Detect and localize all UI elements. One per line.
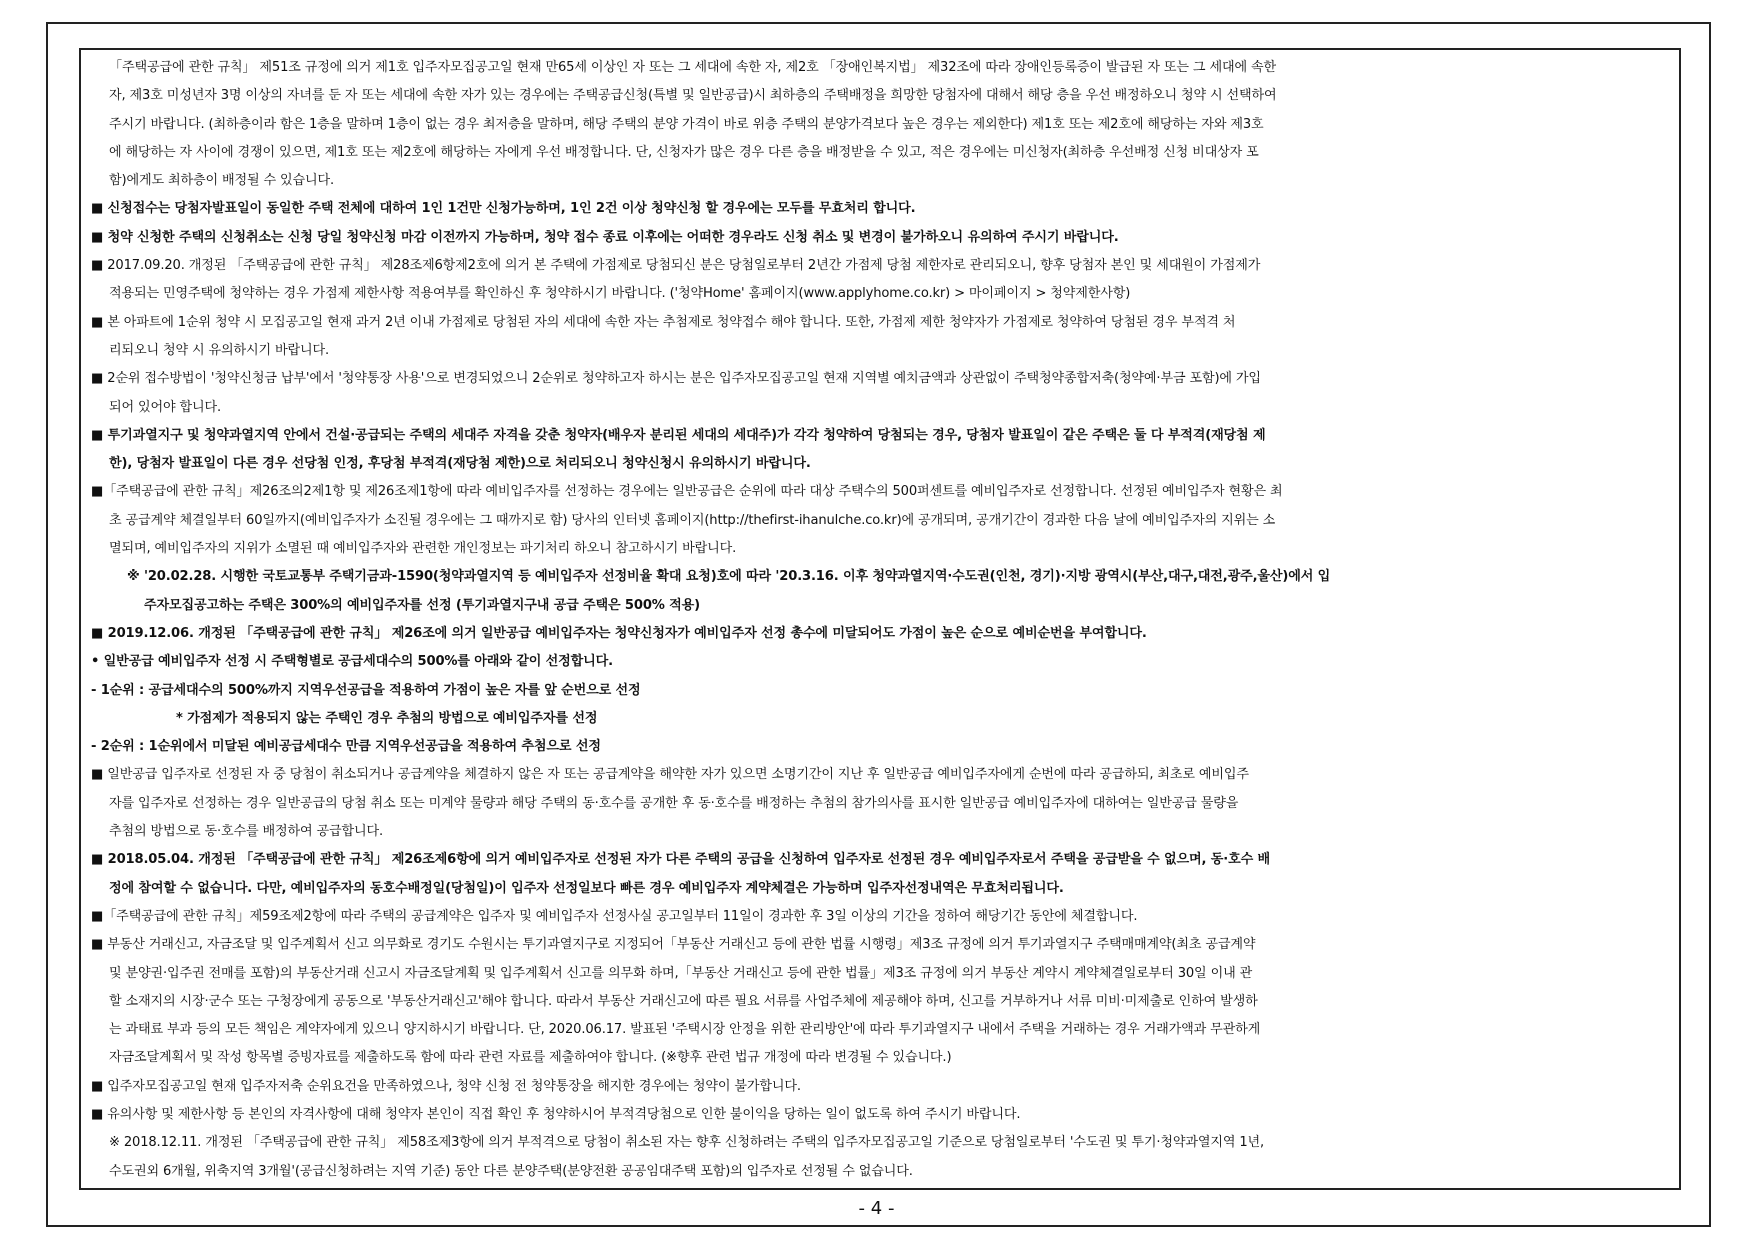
- notice-line: 주자모집공고하는 주택은 300%의 예비입주자를 선정 (투기과열지구내 공급 주택은 500% 적용): [144, 597, 700, 613]
- notice-line: 할 소재지의 시장·군수 또는 구청장에게 공동으로 '부동산거래신고'해야 합니다. 따라서 부동산 거래신고에 따른 필요 서류를 사업주체에 제공해야 하며, 신고를 거부하거나 서류 미비·미제출로 인하여 발생하: [109, 993, 1258, 1009]
- notice-line: 정에 참여할 수 없습니다. 다만, 예비입주자의 동호수배정일(당첨일)이 입주자 선정일보다 빠른 경우 예비입주자 계약체결은 가능하며 입주자선정내역은 무효처리됩니다.: [109, 880, 1064, 896]
- notice-line: 주시기 바랍니다. (최하층이라 함은 1층을 말하며 1층이 없는 경우 최저층을 말하며, 해당 주택의 분양 가격이 바로 위층 주택의 분양가격보다 높은 경우는 제외한다) 제1호 또는 제2호에 해당하는 자와 제3호: [109, 116, 1264, 132]
- notice-line: 자를 입주자로 선정하는 경우 일반공급의 당첨 취소 또는 미계약 물량과 해당 주택의 동·호수를 공개한 후 동·호수를 배정하는 추첨의 참가의사를 표시한 일반공급 예비입주자에 대하여는 일반공급 물량을: [109, 795, 1239, 811]
- notice-line: ■ 신청접수는 당첨자발표일이 동일한 주택 전체에 대하여 1인 1건만 신청가능하며, 1인 2건 이상 청약신청 할 경우에는 모두를 무효처리 합니다.: [91, 201, 916, 217]
- notice-line: 에 해당하는 자 사이에 경쟁이 있으면, 제1호 또는 제2호에 해당하는 자에게 우선 배정합니다. 단, 신청자가 많은 경우 다른 층을 배정받을 수 있고, 적은 경우에는 미신청자(최하층 우선배정 신청 비대상자 포: [109, 144, 1259, 160]
- notice-line: 초 공급계약 체결일부터 60일까지(예비입주자가 소진될 경우에는 그 때까지로 함) 당사의 인터넷 홈페이지(http://thefirst-ihanulche.co.kr)에 공개되며, 공개기간이 경과한 다음 날에 예비입주자의 지위는 소: [109, 512, 1276, 528]
- notice-line: 적용되는 민영주택에 청약하는 경우 가점제 제한사항 적용여부를 확인하신 후 청약하시기 바랍니다. ('청약Home' 홈페이지(www.applyhome.co.kr) > 마이페이지 > 청약제한사항): [109, 286, 1131, 302]
- notice-line: ■ 2017.09.20. 개정된 「주택공급에 관한 규칙」 제28조제6항제2호에 의거 본 주택에 가점제로 당첨되신 분은 당첨일로부터 2년간 가점제 당첨 제한자로 관리되오니, 향후 당첨자 본인 및 세대원이 가점제가: [91, 258, 1261, 274]
- notice-line: 되어 있어야 합니다.: [109, 399, 222, 415]
- notice-line: ■ 본 아파트에 1순위 청약 시 모집공고일 현재 과거 2년 이내 가점제로 당첨된 자의 세대에 속한 자는 추첨제로 청약접수 해야 합니다. 또한, 가점제 제한 청약자가 가점제로 청약하여 당첨된 경우 부적격 처: [91, 314, 1236, 330]
- notice-line: ■「주택공급에 관한 규칙」제26조의2제1항 및 제26조제1항에 따라 예비입주자를 선정하는 경우에는 일반공급은 순위에 따라 대상 주택수의 500퍼센트를 예비입주자로 선정합니다. 선정된 예비입주자 현황은 최: [91, 484, 1283, 500]
- notice-line: 자, 제3호 미성년자 3명 이상의 자녀를 둔 자 또는 세대에 속한 자가 있는 경우에는 주택공급신청(특별 및 일반공급)시 최하층의 주택배정을 희망한 당첨자에 대해서 해당 층을 우선 배정하오니 청약 시 선택하여: [109, 88, 1277, 104]
- page-number: - 4 -: [858, 1198, 895, 1219]
- notice-line: 는 과태료 부과 등의 모든 책임은 계약자에게 있으니 양지하시기 바랍니다. 단, 2020.06.17. 발표된 '주택시장 안정을 위한 관리방안'에 따라 투기과열지구 내에서 주택을 거래하는 경우 거래가액과 무관하게: [109, 1022, 1261, 1038]
- notice-line: 리되오니 청약 시 유의하시기 바랍니다.: [109, 342, 330, 358]
- notice-line: 한), 당첨자 발표일이 다른 경우 선당첨 인정, 후당첨 부적격(재당첨 제한)으로 처리되오니 청약신청시 유의하시기 바랍니다.: [109, 456, 811, 472]
- notice-line: 및 분양권·입주권 전매를 포함)의 부동산거래 신고시 자금조달계획 및 입주계획서 신고를 의무화 하며,「부동산 거래신고 등에 관한 법률」제3조 규정에 의거 부동산 계약시 계약체결일로부터 30일 이내 관: [109, 965, 1253, 981]
- notice-line: 멸되며, 예비입주자의 지위가 소멸된 때 예비입주자와 관련한 개인정보는 파기처리 하오니 참고하시기 바랍니다.: [109, 541, 737, 557]
- notice-line: ※ 2018.12.11. 개정된 「주택공급에 관한 규칙」 제58조제3항에 의거 부적격으로 당첨이 취소된 자는 향후 신청하려는 주택의 입주자모집공고일 기준으로 당첨일로부터 '수도권 및 투기·청약과열지역 1년,: [109, 1135, 1265, 1151]
- notice-line: ■ 유의사항 및 제한사항 등 본인의 자격사항에 대해 청약자 본인이 직접 확인 후 청약하시어 부적격당첨으로 인한 불이익을 당하는 일이 없도록 하여 주시기 바랍니다.: [91, 1106, 1021, 1122]
- notice-box: [79, 48, 1681, 1190]
- notice-line: ■ 2018.05.04. 개정된 「주택공급에 관한 규칙」 제26조제6항에 의거 예비입주자로 선정된 자가 다른 주택의 공급을 신청하여 입주자로 선정된 경우 예비입주자로서 주택을 공급받을 수 없으며, 동·호수 배: [91, 852, 1270, 868]
- notice-line: 「주택공급에 관한 규칙」 제51조 규정에 의거 제1호 입주자모집공고일 현재 만65세 이상인 자 또는 그 세대에 속한 자, 제2호 「장애인복지법」 제32조에 따라 장애인등록증이 발급된 자 또는 그 세대에 속한: [109, 60, 1276, 75]
- notice-line: • 일반공급 예비입주자 선정 시 주택형별로 공급세대수의 500%를 아래와 같이 선정합니다.: [91, 654, 613, 670]
- notice-line: * 가점제가 적용되지 않는 주택인 경우 추첨의 방법으로 예비입주자를 선정: [176, 710, 598, 726]
- notice-line: ■ 부동산 거래신고, 자금조달 및 입주계획서 신고 의무화로 경기도 수원시는 투기과열지구로 지정되어「부동산 거래신고 등에 관한 법률 시행령」제3조 규정에 의거 투기과열지구 주택매매계약(최초 공급계약: [91, 937, 1256, 953]
- notice-line: - 1순위 : 공급세대수의 500%까지 지역우선공급을 적용하여 가점이 높은 자를 앞 순번으로 선정: [91, 682, 641, 698]
- notice-line: ■ 투기과열지구 및 청약과열지역 안에서 건설·공급되는 주택의 세대주 자격을 갖춘 청약자(배우자 분리된 세대의 세대주)가 각각 청약하여 당첨되는 경우, 당첨자 발표일이 같은 주택은 둘 다 부적격(재당첨 제: [91, 427, 1266, 443]
- notice-line: - 2순위 : 1순위에서 미달된 예비공급세대수 만큼 지역우선공급을 적용하여 추첨으로 선정: [91, 739, 601, 755]
- notice-line: ■ 2019.12.06. 개정된 「주택공급에 관한 규칙」 제26조에 의거 일반공급 예비입주자는 청약신청자가 예비입주자 선정 총수에 미달되어도 가점이 높은 순으로 예비순번을 부여합니다.: [91, 625, 1147, 641]
- notice-line: ■ 2순위 접수방법이 '청약신청금 납부'에서 '청약통장 사용'으로 변경되었으니 2순위로 청약하고자 하시는 분은 입주자모집공고일 현재 지역별 예치금액과 상관없이 주택청약종합저축(청약예·부금 포함)에 가입: [91, 371, 1261, 387]
- notice-line: 함)에게도 최하층이 배정될 수 있습니다.: [109, 173, 334, 189]
- notice-line: 추첨의 방법으로 동·호수를 배정하여 공급합니다.: [109, 824, 384, 840]
- notice-line: 자금조달계획서 및 작성 항목별 증빙자료를 제출하도록 함에 따라 관련 자료를 제출하여야 합니다. (※향후 관련 법규 개정에 따라 변경될 수 있습니다.): [109, 1050, 952, 1066]
- notice-line: ※ '20.02.28. 시행한 국토교통부 주택기금과-1590(청약과열지역 등 예비입주자 선정비율 확대 요청)호에 따라 '20.3.16. 이후 청약과열지역·수도권(인천, 경기)·지방 광역시(부산,대구,대전,광주,울산)에서 입: [127, 569, 1331, 585]
- notice-line: 수도권외 6개월, 위축지역 3개월'(공급신청하려는 지역 기준) 동안 다른 분양주택(분양전환 공공임대주택 포함)의 입주자로 선정될 수 없습니다.: [109, 1163, 913, 1179]
- notice-line: ■「주택공급에 관한 규칙」제59조제2항에 따라 주택의 공급계약은 입주자 및 예비입주자 선정사실 공고일부터 11일이 경과한 후 3일 이상의 기간을 정하여 해당기간 동안에 체결합니다.: [91, 908, 1138, 924]
- notice-line: ■ 일반공급 입주자로 선정된 자 중 당첨이 취소되거나 공급계약을 체결하지 않은 자 또는 공급계약을 해약한 자가 있으면 소명기간이 지난 후 일반공급 예비입주자에게 순번에 따라 공급하되, 최초로 예비입주: [91, 767, 1249, 783]
- notice-line: ■ 입주자모집공고일 현재 입주자저축 순위요건을 만족하였으나, 청약 신청 전 청약통장을 해지한 경우에는 청약이 불가합니다.: [91, 1078, 801, 1094]
- notice-line: ■ 청약 신청한 주택의 신청취소는 신청 당일 청약신청 마감 이전까지 가능하며, 청약 접수 종료 이후에는 어떠한 경우라도 신청 취소 및 변경이 불가하오니 유의하여 주시기 바랍니다.: [91, 229, 1119, 245]
